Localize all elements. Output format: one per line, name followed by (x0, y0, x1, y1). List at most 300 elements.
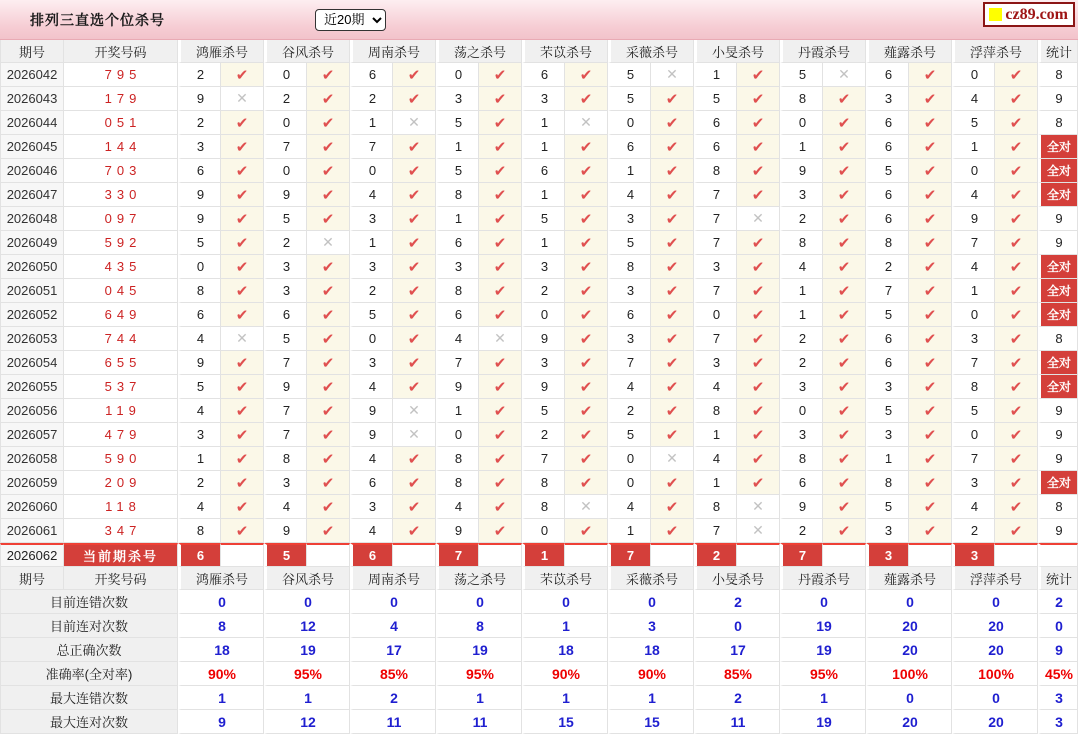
kill-number-cell: 0 (952, 159, 995, 183)
check-icon (565, 87, 608, 111)
header-period: 期号 (0, 567, 64, 590)
check-icon (737, 255, 780, 279)
header-expert-5: 采薇杀号 (608, 40, 694, 63)
stat-value: 15 (522, 710, 608, 734)
kill-number-cell: 8 (178, 519, 221, 543)
header-expert-4: 芣苡杀号 (522, 567, 608, 590)
check-glyph: ✔ (923, 162, 937, 180)
check-glyph: ✔ (923, 114, 937, 132)
cross-glyph: ✕ (838, 66, 850, 82)
kill-number-cell: 3 (694, 351, 737, 375)
cross-glyph: ✕ (580, 498, 592, 514)
kill-number-cell: 5 (608, 63, 651, 87)
kill-number-cell: 3 (780, 183, 823, 207)
check-icon (737, 351, 780, 375)
kill-number-cell: 2 (608, 399, 651, 423)
check-glyph: ✔ (751, 186, 765, 204)
check-glyph: ✔ (1009, 66, 1023, 84)
check-glyph: ✔ (751, 450, 765, 468)
check-icon (995, 495, 1038, 519)
check-icon (737, 303, 780, 327)
current-kill-number-cell: 6 (178, 543, 221, 567)
check-icon (307, 183, 350, 207)
header-expert-6: 小旻杀号 (694, 567, 780, 590)
kill-number-cell: 3 (866, 519, 909, 543)
check-icon (393, 447, 436, 471)
kill-number-cell: 0 (780, 111, 823, 135)
check-glyph: ✔ (579, 354, 593, 372)
cross-icon (737, 519, 780, 543)
table-row-2026051 (0, 279, 1078, 303)
kill-number-cell: 8 (436, 183, 479, 207)
kill-number-cell: 6 (178, 303, 221, 327)
check-icon (909, 207, 952, 231)
check-glyph: ✔ (923, 426, 937, 444)
table-row-2026057 (0, 423, 1078, 447)
check-icon (479, 63, 522, 87)
kill-number-cell: 0 (608, 111, 651, 135)
check-icon (307, 327, 350, 351)
current-period-row (0, 543, 1078, 567)
kill-number-cell: 6 (264, 303, 307, 327)
check-icon (393, 255, 436, 279)
check-icon (909, 519, 952, 543)
cross-icon (565, 111, 608, 135)
current-kill-mark-empty (393, 543, 436, 567)
draw-numbers-cell: 479 (64, 423, 178, 447)
check-glyph: ✔ (751, 354, 765, 372)
check-glyph: ✔ (751, 474, 765, 492)
check-icon (307, 135, 350, 159)
table-header-row (0, 567, 1078, 590)
kill-number-cell: 4 (350, 375, 393, 399)
check-icon (393, 279, 436, 303)
stat-value: 2 (350, 686, 436, 710)
cross-glyph: ✕ (322, 234, 334, 250)
check-icon (221, 231, 264, 255)
row-result-cell: 全对 (1038, 159, 1078, 183)
kill-number-cell: 3 (522, 255, 565, 279)
period-range-select[interactable] (315, 9, 386, 31)
kill-number-cell: 5 (866, 495, 909, 519)
check-icon (393, 135, 436, 159)
kill-number-cell: 9 (178, 87, 221, 111)
kill-number-cell: 6 (866, 327, 909, 351)
draw-numbers-cell: 119 (64, 399, 178, 423)
check-glyph: ✔ (1009, 258, 1023, 276)
kill-number-cell: 2 (522, 423, 565, 447)
check-icon (221, 111, 264, 135)
stat-label: 最大连错次数 (0, 686, 178, 710)
stat-value: 100% (866, 662, 952, 686)
check-icon (221, 399, 264, 423)
current-kill-number-cell: 5 (264, 543, 307, 567)
kill-number-cell: 5 (436, 159, 479, 183)
check-glyph: ✔ (321, 210, 335, 228)
header-expert-1: 谷风杀号 (264, 567, 350, 590)
check-icon (565, 375, 608, 399)
check-glyph: ✔ (751, 330, 765, 348)
check-glyph: ✔ (407, 330, 421, 348)
row-result-cell: 8 (1038, 111, 1078, 135)
stat-total: 9 (1038, 638, 1078, 662)
check-glyph: ✔ (923, 522, 937, 540)
check-glyph: ✔ (235, 378, 249, 396)
header-expert-0: 鸿雁杀号 (178, 40, 264, 63)
check-glyph: ✔ (665, 138, 679, 156)
current-kill-number-cell: 3 (866, 543, 909, 567)
check-glyph: ✔ (407, 138, 421, 156)
kill-number-cell: 8 (866, 231, 909, 255)
stat-value: 19 (436, 638, 522, 662)
kill-number-cell: 1 (436, 135, 479, 159)
kill-number-cell: 6 (178, 159, 221, 183)
kill-number-cell: 4 (694, 447, 737, 471)
check-glyph: ✔ (923, 282, 937, 300)
check-icon (565, 279, 608, 303)
stat-value: 20 (952, 638, 1038, 662)
check-icon (823, 255, 866, 279)
check-glyph: ✔ (235, 258, 249, 276)
check-icon (307, 63, 350, 87)
check-icon (565, 135, 608, 159)
stat-value: 0 (608, 590, 694, 614)
kill-number-cell: 2 (178, 111, 221, 135)
check-icon (823, 279, 866, 303)
check-glyph: ✔ (923, 234, 937, 252)
cross-icon (737, 207, 780, 231)
check-glyph: ✔ (665, 474, 679, 492)
stat-row (0, 590, 1078, 614)
check-icon (995, 447, 1038, 471)
row-result-cell: 全对 (1038, 351, 1078, 375)
stat-value: 85% (694, 662, 780, 686)
check-glyph: ✔ (493, 90, 507, 108)
table-row-2026060 (0, 495, 1078, 519)
check-glyph: ✔ (751, 378, 765, 396)
check-glyph: ✔ (1009, 186, 1023, 204)
kill-number-cell: 8 (436, 471, 479, 495)
kill-number-cell: 3 (952, 327, 995, 351)
check-glyph: ✔ (665, 498, 679, 516)
check-icon (221, 63, 264, 87)
check-glyph: ✔ (321, 426, 335, 444)
header-draw: 开奖号码 (64, 40, 178, 63)
stat-value: 18 (178, 638, 264, 662)
current-period-cell: 2026062 (0, 543, 64, 567)
kill-number-cell: 4 (608, 183, 651, 207)
kill-number-cell: 3 (178, 135, 221, 159)
check-icon (479, 375, 522, 399)
site-logo[interactable] (983, 2, 1075, 27)
draw-numbers-cell: 435 (64, 255, 178, 279)
kill-number-cell: 8 (780, 231, 823, 255)
period-cell: 2026047 (0, 183, 64, 207)
check-glyph: ✔ (235, 162, 249, 180)
check-glyph: ✔ (235, 474, 249, 492)
check-icon (479, 87, 522, 111)
draw-numbers-cell: 347 (64, 519, 178, 543)
kill-number-cell: 6 (866, 63, 909, 87)
check-glyph: ✔ (493, 450, 507, 468)
row-result-cell: 8 (1038, 63, 1078, 87)
stat-value: 19 (264, 638, 350, 662)
cross-glyph: ✕ (408, 114, 420, 130)
check-glyph: ✔ (1009, 498, 1023, 516)
cross-glyph: ✕ (494, 330, 506, 346)
table-row-2026058 (0, 447, 1078, 471)
check-icon (221, 207, 264, 231)
check-icon (909, 423, 952, 447)
stat-total: 3 (1038, 710, 1078, 734)
kill-number-cell: 7 (694, 279, 737, 303)
row-result-cell: 9 (1038, 231, 1078, 255)
stat-value: 0 (264, 590, 350, 614)
check-icon (823, 351, 866, 375)
check-glyph: ✔ (579, 258, 593, 276)
check-icon (221, 519, 264, 543)
check-glyph: ✔ (321, 114, 335, 132)
kill-number-cell: 6 (866, 207, 909, 231)
kill-number-cell: 1 (522, 135, 565, 159)
check-glyph: ✔ (407, 258, 421, 276)
kill-number-cell: 1 (436, 207, 479, 231)
kill-number-cell: 8 (694, 495, 737, 519)
table-row-2026042 (0, 63, 1078, 87)
check-icon (565, 63, 608, 87)
check-icon (995, 303, 1038, 327)
kill-number-cell: 4 (952, 87, 995, 111)
check-glyph: ✔ (493, 474, 507, 492)
check-icon (737, 111, 780, 135)
period-cell: 2026050 (0, 255, 64, 279)
check-glyph: ✔ (235, 354, 249, 372)
stat-value: 9 (178, 710, 264, 734)
check-glyph: ✔ (579, 66, 593, 84)
check-glyph: ✔ (235, 66, 249, 84)
check-icon (307, 423, 350, 447)
check-glyph: ✔ (751, 234, 765, 252)
check-icon (823, 183, 866, 207)
kill-number-cell: 7 (608, 351, 651, 375)
current-kill-number-cell: 6 (350, 543, 393, 567)
check-icon (909, 375, 952, 399)
check-glyph: ✔ (923, 378, 937, 396)
check-glyph: ✔ (923, 402, 937, 420)
kill-number-cell: 0 (264, 159, 307, 183)
check-glyph: ✔ (837, 450, 851, 468)
page-title: 排列三直选个位杀号 (30, 11, 165, 28)
check-glyph: ✔ (923, 66, 937, 84)
check-glyph: ✔ (579, 306, 593, 324)
check-glyph: ✔ (665, 426, 679, 444)
stat-value: 0 (866, 590, 952, 614)
check-glyph: ✔ (407, 450, 421, 468)
kill-number-cell: 5 (952, 111, 995, 135)
header-expert-6: 小旻杀号 (694, 40, 780, 63)
stat-value: 90% (522, 662, 608, 686)
check-glyph: ✔ (493, 186, 507, 204)
draw-numbers-cell: 051 (64, 111, 178, 135)
stat-value: 1 (608, 686, 694, 710)
check-icon (479, 447, 522, 471)
check-icon (393, 207, 436, 231)
kill-number-cell: 2 (178, 63, 221, 87)
check-glyph: ✔ (1009, 474, 1023, 492)
check-icon (995, 231, 1038, 255)
check-icon (737, 231, 780, 255)
check-glyph: ✔ (1009, 402, 1023, 420)
check-icon (221, 375, 264, 399)
kill-number-cell: 9 (264, 183, 307, 207)
kill-number-cell: 1 (436, 399, 479, 423)
cross-icon (393, 423, 436, 447)
check-icon (737, 375, 780, 399)
stat-value: 0 (952, 686, 1038, 710)
check-icon (565, 399, 608, 423)
current-kill-mark-empty (995, 543, 1038, 567)
check-icon (995, 519, 1038, 543)
kill-number-cell: 3 (350, 207, 393, 231)
row-result-cell: 全对 (1038, 471, 1078, 495)
check-glyph: ✔ (235, 114, 249, 132)
stat-value: 12 (264, 614, 350, 638)
check-icon (221, 135, 264, 159)
check-glyph: ✔ (923, 450, 937, 468)
row-result-cell: 9 (1038, 519, 1078, 543)
check-icon (393, 159, 436, 183)
kill-number-cell: 3 (436, 87, 479, 111)
check-glyph: ✔ (923, 90, 937, 108)
check-icon (995, 399, 1038, 423)
check-glyph: ✔ (665, 378, 679, 396)
kill-number-cell: 1 (694, 63, 737, 87)
check-glyph: ✔ (407, 498, 421, 516)
check-icon (307, 351, 350, 375)
row-result-cell: 全对 (1038, 255, 1078, 279)
cross-icon (479, 327, 522, 351)
check-icon (823, 519, 866, 543)
check-icon (995, 375, 1038, 399)
check-icon (995, 423, 1038, 447)
current-kill-number-cell: 1 (522, 543, 565, 567)
check-icon (651, 495, 694, 519)
kill-number-cell: 5 (608, 231, 651, 255)
check-icon (393, 63, 436, 87)
check-glyph: ✔ (837, 114, 851, 132)
check-icon (565, 231, 608, 255)
stat-label: 准确率(全对率) (0, 662, 178, 686)
stat-value: 20 (866, 638, 952, 662)
row-result-cell: 全对 (1038, 279, 1078, 303)
check-icon (651, 375, 694, 399)
check-icon (909, 399, 952, 423)
kill-number-cell: 1 (866, 447, 909, 471)
table-row-2026055 (0, 375, 1078, 399)
stat-value: 11 (694, 710, 780, 734)
check-icon (823, 207, 866, 231)
check-icon (565, 423, 608, 447)
stat-value: 1 (522, 686, 608, 710)
check-glyph: ✔ (837, 354, 851, 372)
check-icon (221, 303, 264, 327)
check-glyph: ✔ (321, 498, 335, 516)
check-glyph: ✔ (923, 186, 937, 204)
check-glyph: ✔ (1009, 330, 1023, 348)
check-icon (737, 447, 780, 471)
stat-value: 3 (608, 614, 694, 638)
kill-number-cell: 4 (780, 255, 823, 279)
current-kill-mark-empty (823, 543, 866, 567)
kill-number-cell: 7 (264, 423, 307, 447)
check-glyph: ✔ (321, 330, 335, 348)
check-glyph: ✔ (579, 234, 593, 252)
check-glyph: ✔ (321, 402, 335, 420)
stat-value: 0 (694, 614, 780, 638)
check-glyph: ✔ (493, 426, 507, 444)
check-icon (909, 135, 952, 159)
kill-number-cell: 8 (608, 255, 651, 279)
check-glyph: ✔ (837, 378, 851, 396)
kill-number-cell: 5 (178, 375, 221, 399)
kill-number-cell: 0 (608, 447, 651, 471)
check-glyph: ✔ (407, 90, 421, 108)
period-cell: 2026049 (0, 231, 64, 255)
check-glyph: ✔ (665, 282, 679, 300)
kill-number-cell: 5 (522, 399, 565, 423)
check-glyph: ✔ (321, 186, 335, 204)
stat-value: 20 (952, 614, 1038, 638)
check-glyph: ✔ (493, 138, 507, 156)
current-kill-mark-empty (737, 543, 780, 567)
check-icon (651, 327, 694, 351)
check-icon (393, 495, 436, 519)
check-glyph: ✔ (665, 162, 679, 180)
kill-number-cell: 1 (694, 423, 737, 447)
check-glyph: ✔ (579, 162, 593, 180)
stat-value: 11 (436, 710, 522, 734)
kill-number-cell: 4 (350, 447, 393, 471)
stat-value: 19 (780, 710, 866, 734)
check-icon (995, 207, 1038, 231)
draw-numbers-cell: 097 (64, 207, 178, 231)
kill-number-cell: 3 (264, 471, 307, 495)
check-glyph: ✔ (751, 90, 765, 108)
check-glyph: ✔ (235, 306, 249, 324)
cross-icon (221, 327, 264, 351)
kill-number-cell: 8 (522, 495, 565, 519)
stat-value: 0 (436, 590, 522, 614)
check-glyph: ✔ (493, 162, 507, 180)
check-icon (651, 87, 694, 111)
kill-number-cell: 5 (866, 303, 909, 327)
current-kill-number-cell: 2 (694, 543, 737, 567)
kill-number-cell: 9 (952, 207, 995, 231)
check-glyph: ✔ (321, 258, 335, 276)
kill-number-cell: 0 (350, 327, 393, 351)
kill-number-cell: 2 (780, 207, 823, 231)
cross-glyph: ✕ (580, 114, 592, 130)
stat-value: 12 (264, 710, 350, 734)
check-icon (909, 231, 952, 255)
kill-number-cell: 1 (780, 279, 823, 303)
draw-numbers-cell: 590 (64, 447, 178, 471)
kill-number-cell: 8 (522, 471, 565, 495)
kill-number-cell: 0 (608, 471, 651, 495)
check-glyph: ✔ (665, 306, 679, 324)
cross-glyph: ✕ (752, 522, 764, 538)
kill-number-cell: 1 (952, 279, 995, 303)
